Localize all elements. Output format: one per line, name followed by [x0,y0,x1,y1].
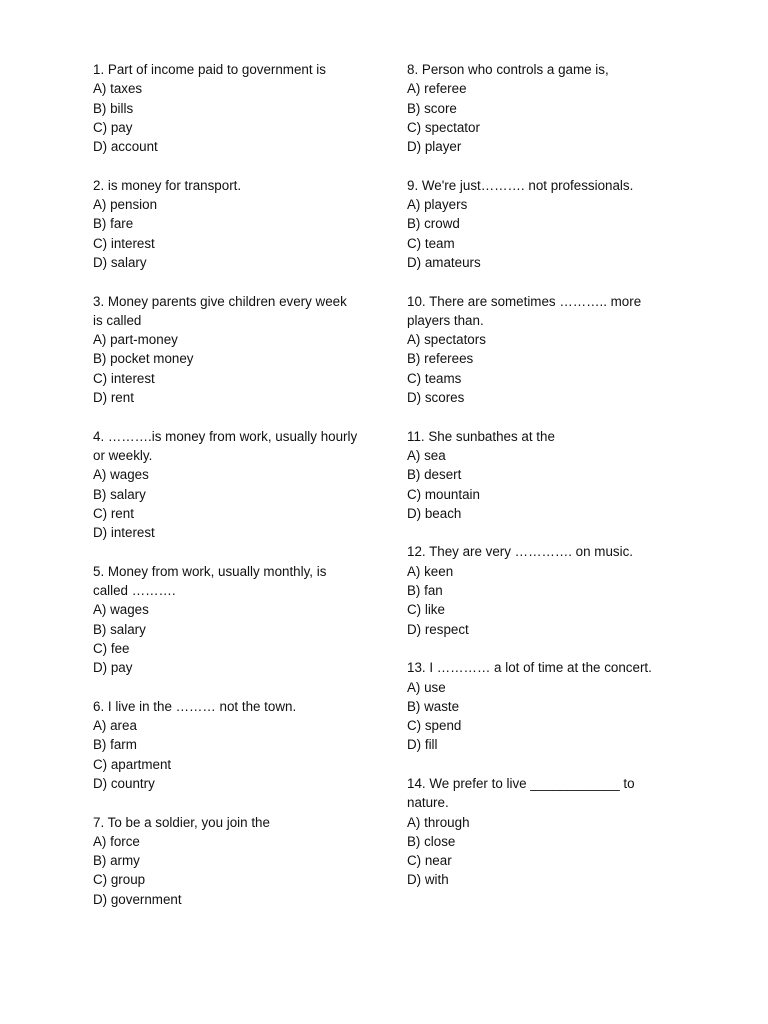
question-block [407,60,667,156]
answer-option: A) through [407,814,470,830]
answer-option: D) salary [93,254,147,270]
answer-option: A) taxes [93,81,143,97]
answer-option: C) group [93,872,146,888]
answer-option: A) wages [93,602,149,618]
question-block [93,176,358,272]
question-stem: 4. ……….is money from work, usually hourly or weekly. [93,428,358,463]
answer-option: D) government [93,891,182,907]
answer-option: C) like [407,602,445,618]
answer-option: B) pocket money [93,351,194,367]
left-question-column [93,60,358,928]
answer-option: C) apartment [93,756,172,772]
answer-option: D) beach [407,505,462,521]
answer-option: A) keen [407,563,454,579]
answer-option: D) with [407,872,449,888]
answer-option: A) sea [407,447,446,463]
question-block [93,697,358,793]
question-block [93,813,358,909]
question-stem: 3. Money parents give children every week is called [93,293,347,328]
answer-option: D) interest [93,525,155,541]
question-stem: 8. Person who controls a game is, [407,62,609,77]
answer-option: A) part-money [93,332,178,348]
question-block [93,427,358,543]
answer-option: C) spectator [407,119,480,135]
answer-option: A) use [407,679,446,695]
answer-option: B) score [407,100,457,116]
answer-option: C) rent [93,505,134,521]
answer-option: B) crowd [407,216,460,232]
answer-option: B) desert [407,467,462,483]
answer-option: B) referees [407,351,474,367]
answer-option: C) interest [93,370,155,386]
answer-option: A) wages [93,467,149,483]
answer-option: A) spectators [407,332,486,348]
question-block [407,427,667,523]
answer-option: C) fee [93,640,130,656]
question-stem: 13. I ………… a lot of time at the concert. [407,660,652,676]
answer-option: A) force [93,833,140,849]
question-block [93,292,358,408]
question-stem: 11. She sunbathes at the [407,428,555,444]
question-stem: 7. To be a soldier, you join the [93,814,270,830]
question-stem: 1. Part of income paid to government is [93,62,326,77]
question-block [407,774,667,890]
answer-option: C) team [407,235,455,251]
answer-option: A) pension [93,197,158,213]
question-stem: 6. I live in the ……… not the town. [93,698,297,714]
answer-option: D) account [93,139,158,155]
answer-option: C) mountain [407,486,480,502]
answer-option: D) respect [407,621,469,637]
answer-option: D) amateurs [407,254,481,270]
question-block [407,542,667,638]
answer-option: A) referee [407,81,467,97]
right-question-column [407,60,667,909]
question-block [407,176,667,272]
answer-option: B) close [407,833,456,849]
answer-option: B) waste [407,698,460,714]
answer-option: C) interest [93,235,155,251]
answer-option: B) army [93,853,140,869]
question-stem: 10. There are sometimes ……….. more players than. [407,293,642,328]
answer-option: D) country [93,775,155,791]
question-block [407,658,667,754]
answer-option: D) player [407,139,462,155]
answer-option: D) scores [407,390,465,406]
answer-option: C) near [407,853,452,869]
question-block [93,60,358,156]
answer-option: B) bills [93,100,134,116]
question-stem: 14. We prefer to live ____________ to nature. [407,775,635,811]
answer-option: D) pay [93,660,133,676]
answer-option: B) farm [93,737,137,753]
question-block [93,562,358,678]
answer-option: C) pay [93,119,133,135]
answer-option: B) fan [407,583,443,599]
answer-option: B) salary [93,486,146,502]
question-stem: 2. is money for transport. [93,177,242,193]
answer-option: A) players [407,197,468,213]
answer-option: D) fill [407,737,438,753]
question-block [407,292,667,408]
answer-option: C) spend [407,718,462,734]
answer-option: C) teams [407,370,462,386]
question-stem: 5. Money from work, usually monthly, is called ………. [93,563,327,599]
answer-option: A) area [93,718,137,734]
answer-option: B) fare [93,216,134,232]
question-stem: 12. They are very …………. on music. [407,544,633,560]
answer-option: B) salary [93,621,146,637]
answer-option: D) rent [93,390,134,406]
question-stem: 9. We're just………. not professionals. [407,177,634,193]
